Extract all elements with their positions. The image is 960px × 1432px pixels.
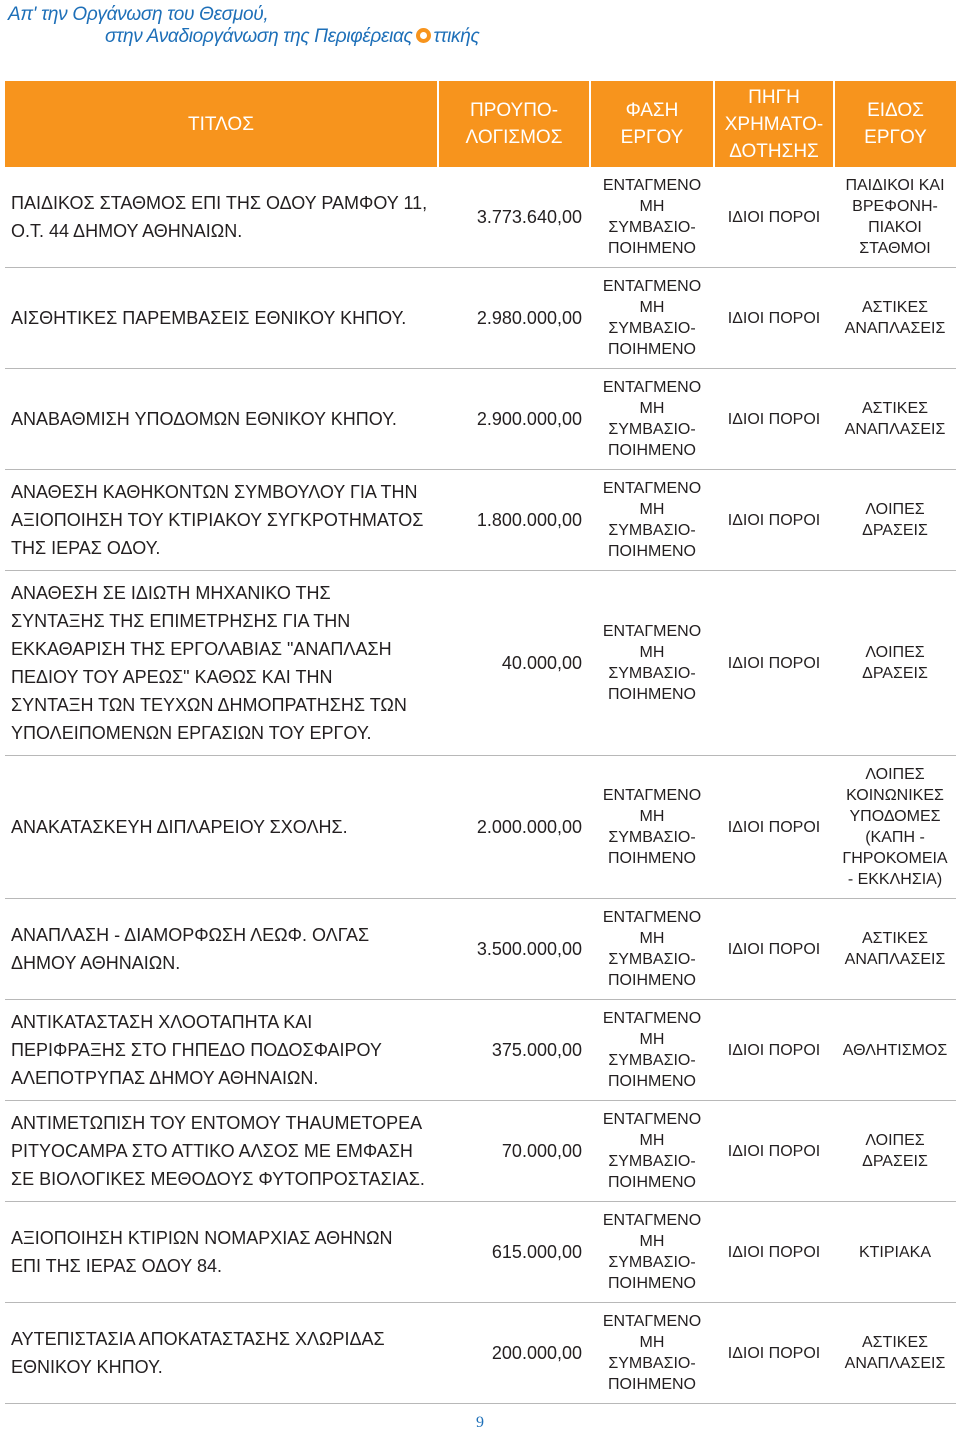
project-budget: 2.000.000,00 bbox=[438, 756, 590, 899]
region-logo-icon bbox=[416, 28, 431, 43]
column-header-budget: ΠΡΟΥΠΟ- ΛΟΓΙΣΜΟΣ bbox=[438, 81, 590, 167]
project-phase: ΕΝΤΑΓΜΕΝΟ ΜΗ ΣΥΜΒΑΣΙΟ- ΠΟΙΗΜΕΝΟ bbox=[590, 1101, 714, 1202]
header-logo-text: ττικής bbox=[433, 26, 480, 47]
project-phase: ΕΝΤΑΓΜΕΝΟ ΜΗ ΣΥΜΒΑΣΙΟ- ΠΟΙΗΜΕΝΟ bbox=[590, 369, 714, 470]
project-phase: ΕΝΤΑΓΜΕΝΟ ΜΗ ΣΥΜΒΑΣΙΟ- ΠΟΙΗΜΕΝΟ bbox=[590, 1303, 714, 1404]
project-budget: 70.000,00 bbox=[438, 1101, 590, 1202]
project-kind: ΑΣΤΙΚΕΣ ΑΝΑΠΛΑΣΕΙΣ bbox=[834, 268, 956, 369]
project-kind: ΑΣΤΙΚΕΣ ΑΝΑΠΛΑΣΕΙΣ bbox=[834, 369, 956, 470]
page-header bbox=[8, 0, 479, 48]
column-header-title: ΤΙΤΛΟΣ bbox=[5, 81, 438, 167]
column-header-kind: ΕΙΔΟΣ ΕΡΓΟΥ bbox=[834, 81, 956, 167]
project-title: ΑΞΙΟΠΟΙΗΣΗ ΚΤΙΡΙΩΝ ΝΟΜΑΡΧΙΑΣ ΑΘΗΝΩΝ ΕΠΙ ΤΗΣ ΙΕΡΑΣ ΟΔΟΥ 84. bbox=[5, 1202, 438, 1303]
project-budget: 2.900.000,00 bbox=[438, 369, 590, 470]
project-phase: ΕΝΤΑΓΜΕΝΟ ΜΗ ΣΥΜΒΑΣΙΟ- ΠΟΙΗΜΕΝΟ bbox=[590, 268, 714, 369]
funding-source: ΙΔΙΟΙ ΠΟΡΟΙ bbox=[714, 1000, 834, 1101]
funding-source: ΙΔΙΟΙ ΠΟΡΟΙ bbox=[714, 899, 834, 1000]
table-row bbox=[5, 1101, 956, 1202]
project-title: ΑΝΑΚΑΤΑΣΚΕΥΗ ΔΙΠΛΑΡΕΙΟΥ ΣΧΟΛΗΣ. bbox=[5, 756, 438, 899]
project-budget: 375.000,00 bbox=[438, 1000, 590, 1101]
table-row bbox=[5, 756, 956, 899]
table-row bbox=[5, 1202, 956, 1303]
project-kind: ΑΘΛΗΤΙΣΜΟΣ bbox=[834, 1000, 956, 1101]
project-phase: ΕΝΤΑΓΜΕΝΟ ΜΗ ΣΥΜΒΑΣΙΟ- ΠΟΙΗΜΕΝΟ bbox=[590, 571, 714, 756]
table-row bbox=[5, 268, 956, 369]
project-title: ΠΑΙΔΙΚΟΣ ΣΤΑΘΜΟΣ ΕΠΙ ΤΗΣ ΟΔΟΥ ΡΑΜΦΟΥ 11, Ο.Τ. 44 ΔΗΜΟΥ ΑΘΗΝΑΙΩΝ. bbox=[5, 167, 438, 268]
funding-source: ΙΔΙΟΙ ΠΟΡΟΙ bbox=[714, 1202, 834, 1303]
column-header-phase: ΦΑΣΗ ΕΡΓΟΥ bbox=[590, 81, 714, 167]
project-budget: 200.000,00 bbox=[438, 1303, 590, 1404]
table-row bbox=[5, 167, 956, 268]
project-kind: ΛΟΙΠΕΣ ΔΡΑΣΕΙΣ bbox=[834, 1101, 956, 1202]
funding-source: ΙΔΙΟΙ ΠΟΡΟΙ bbox=[714, 756, 834, 899]
table-row bbox=[5, 470, 956, 571]
project-budget: 615.000,00 bbox=[438, 1202, 590, 1303]
project-title: ΑΝΑΘΕΣΗ ΚΑΘΗΚΟΝΤΩΝ ΣΥΜΒΟΥΛΟΥ ΓΙΑ ΤΗΝ ΑΞΙΟΠΟΙΗΣΗ ΤΟΥ ΚΤΙΡΙΑΚΟΥ ΣΥΓΚΡΟΤΗΜΑΤΟΣ ΤΗΣ ΙΕΡΑΣ ΟΔΟΥ. bbox=[5, 470, 438, 571]
funding-source: ΙΔΙΟΙ ΠΟΡΟΙ bbox=[714, 1101, 834, 1202]
project-phase: ΕΝΤΑΓΜΕΝΟ ΜΗ ΣΥΜΒΑΣΙΟ- ΠΟΙΗΜΕΝΟ bbox=[590, 1000, 714, 1101]
project-budget: 2.980.000,00 bbox=[438, 268, 590, 369]
project-phase: ΕΝΤΑΓΜΕΝΟ ΜΗ ΣΥΜΒΑΣΙΟ- ΠΟΙΗΜΕΝΟ bbox=[590, 1202, 714, 1303]
table-row bbox=[5, 369, 956, 470]
project-kind: ΑΣΤΙΚΕΣ ΑΝΑΠΛΑΣΕΙΣ bbox=[834, 1303, 956, 1404]
header-line-1: Απ' την Οργάνωση του Θεσμού, bbox=[8, 4, 269, 25]
funding-source: ΙΔΙΟΙ ΠΟΡΟΙ bbox=[714, 268, 834, 369]
projects-table bbox=[5, 81, 956, 1404]
table-row bbox=[5, 571, 956, 756]
project-budget: 3.773.640,00 bbox=[438, 167, 590, 268]
project-budget: 40.000,00 bbox=[438, 571, 590, 756]
project-title: ΑΙΣΘΗΤΙΚΕΣ ΠΑΡΕΜΒΑΣΕΙΣ ΕΘΝΙΚΟΥ ΚΗΠΟΥ. bbox=[5, 268, 438, 369]
project-phase: ΕΝΤΑΓΜΕΝΟ ΜΗ ΣΥΜΒΑΣΙΟ- ΠΟΙΗΜΕΝΟ bbox=[590, 167, 714, 268]
project-kind: ΛΟΙΠΕΣ ΔΡΑΣΕΙΣ bbox=[834, 470, 956, 571]
project-title: ΑΝΑΒΑΘΜΙΣΗ ΥΠΟΔΟΜΩΝ ΕΘΝΙΚΟΥ ΚΗΠΟΥ. bbox=[5, 369, 438, 470]
page-number: 9 bbox=[476, 1414, 484, 1431]
funding-source: ΙΔΙΟΙ ΠΟΡΟΙ bbox=[714, 369, 834, 470]
table-body bbox=[5, 167, 956, 1404]
project-title: ΑΝΤΙΜΕΤΩΠΙΣΗ ΤΟΥ ΕΝΤΟΜΟΥ THAUMETOPEA PITYOCAMPA ΣΤΟ ΑΤΤΙΚΟ ΑΛΣΟΣ ΜΕ ΕΜΦΑΣΗ ΣΕ ΒΙΟΛΟΓΙΚΕΣ ΜΕΘΟΔΟΥΣ ΦΥΤΟΠΡΟΣΤΑΣΙΑΣ. bbox=[5, 1101, 438, 1202]
table-row bbox=[5, 1000, 956, 1101]
project-title: ΑΝΤΙΚΑΤΑΣΤΑΣΗ ΧΛΟΟΤΑΠΗΤΑ ΚΑΙ ΠΕΡΙΦΡΑΞΗΣ ΣΤΟ ΓΗΠΕΔΟ ΠΟΔΟΣΦΑΙΡΟΥ ΑΛΕΠΟΤΡΥΠΑΣ ΔΗΜΟΥ ΑΘΗΝΑΙΩΝ. bbox=[5, 1000, 438, 1101]
project-title: ΑΝΑΘΕΣΗ ΣΕ ΙΔΙΩΤΗ ΜΗΧΑΝΙΚΟ ΤΗΣ ΣΥΝΤΑΞΗΣ ΤΗΣ ΕΠΙΜΕΤΡΗΣΗΣ ΓΙΑ ΤΗΝ ΕΚΚΑΘΑΡΙΣΗ ΤΗΣ ΕΡΓΟΛΑΒΙΑΣ "ΑΝΑΠΛΑΣΗ ΠΕΔΙΟΥ ΤΟΥ ΑΡΕΩΣ" ΚΑΘΩΣ ΚΑΙ ΤΗΝ ΣΥΝΤΑΞΗ ΤΩΝ ΤΕΥΧΩΝ ΔΗΜΟΠΡΑΤΗΣΗΣ ΤΩΝ ΥΠΟΛΕΙΠΟΜΕΝΩΝ ΕΡΓΑΣΙΩΝ ΤΟΥ ΕΡΓΟΥ. bbox=[5, 571, 438, 756]
project-kind: ΛΟΙΠΕΣ ΚΟΙΝΩΝΙΚΕΣ ΥΠΟΔΟΜΕΣ (ΚΑΠΗ - ΓΗΡΟΚΟΜΕΙΑ - ΕΚΚΛΗΣΙΑ) bbox=[834, 756, 956, 899]
table-row bbox=[5, 899, 956, 1000]
project-title: ΑΥΤΕΠΙΣΤΑΣΙΑ ΑΠΟΚΑΤΑΣΤΑΣΗΣ ΧΛΩΡΙΔΑΣ ΕΘΝΙΚΟΥ ΚΗΠΟΥ. bbox=[5, 1303, 438, 1404]
funding-source: ΙΔΙΟΙ ΠΟΡΟΙ bbox=[714, 571, 834, 756]
project-phase: ΕΝΤΑΓΜΕΝΟ ΜΗ ΣΥΜΒΑΣΙΟ- ΠΟΙΗΜΕΝΟ bbox=[590, 899, 714, 1000]
project-phase: ΕΝΤΑΓΜΕΝΟ ΜΗ ΣΥΜΒΑΣΙΟ- ΠΟΙΗΜΕΝΟ bbox=[590, 756, 714, 899]
project-budget: 1.800.000,00 bbox=[438, 470, 590, 571]
project-phase: ΕΝΤΑΓΜΕΝΟ ΜΗ ΣΥΜΒΑΣΙΟ- ΠΟΙΗΜΕΝΟ bbox=[590, 470, 714, 571]
project-kind: ΠΑΙΔΙΚΟΙ ΚΑΙ ΒΡΕΦΟΝΗ- ΠΙΑΚΟΙ ΣΤΑΘΜΟΙ bbox=[834, 167, 956, 268]
funding-source: ΙΔΙΟΙ ΠΟΡΟΙ bbox=[714, 1303, 834, 1404]
header-line-2 bbox=[8, 26, 479, 48]
table-header-row bbox=[5, 81, 956, 167]
project-kind: ΛΟΙΠΕΣ ΔΡΑΣΕΙΣ bbox=[834, 571, 956, 756]
project-kind: ΑΣΤΙΚΕΣ ΑΝΑΠΛΑΣΕΙΣ bbox=[834, 899, 956, 1000]
project-budget: 3.500.000,00 bbox=[438, 899, 590, 1000]
funding-source: ΙΔΙΟΙ ΠΟΡΟΙ bbox=[714, 167, 834, 268]
header-line-2-text: στην Αναδιοργάνωση της Περιφέρειας bbox=[105, 26, 413, 47]
project-title: ΑΝΑΠΛΑΣΗ - ΔΙΑΜΟΡΦΩΣΗ ΛΕΩΦ. ΟΛΓΑΣ ΔΗΜΟΥ ΑΘΗΝΑΙΩΝ. bbox=[5, 899, 438, 1000]
column-header-source: ΠΗΓΗ ΧΡΗΜΑΤΟ- ΔΟΤΗΣΗΣ bbox=[714, 81, 834, 167]
table-row bbox=[5, 1303, 956, 1404]
project-kind: ΚΤΙΡΙΑΚΑ bbox=[834, 1202, 956, 1303]
funding-source: ΙΔΙΟΙ ΠΟΡΟΙ bbox=[714, 470, 834, 571]
